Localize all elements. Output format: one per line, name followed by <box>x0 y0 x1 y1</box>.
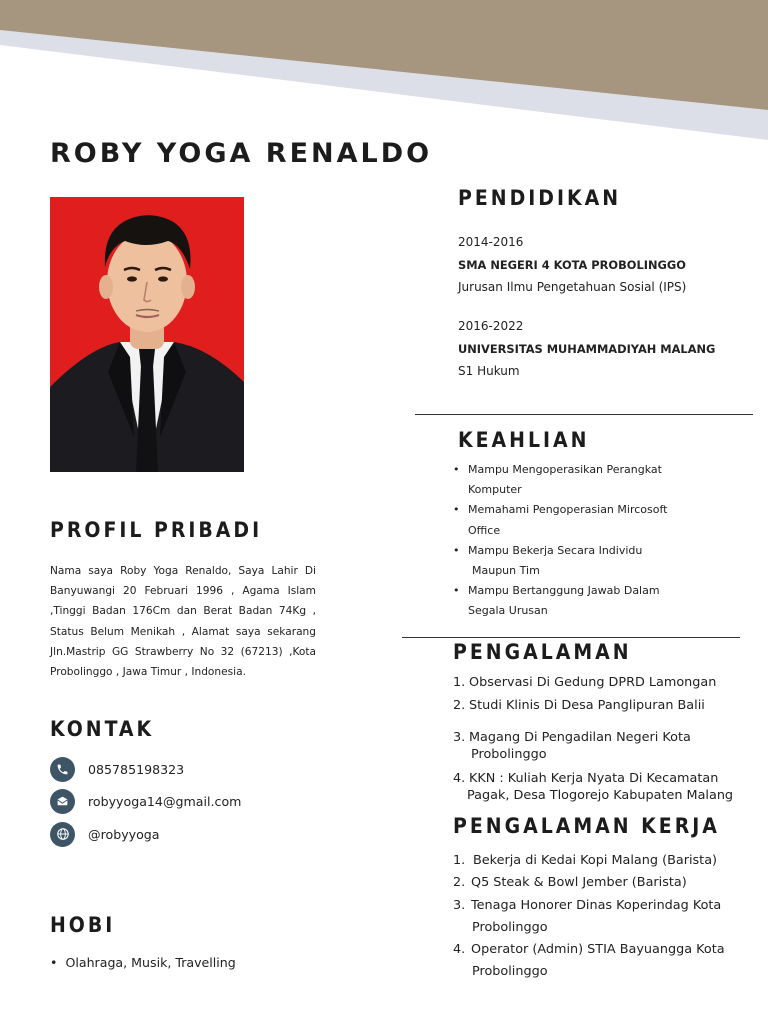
bullet: • <box>453 503 460 517</box>
experience-section-title: PENGALAMAN <box>453 640 632 664</box>
profile-description: Nama saya Roby Yoga Renaldo, Saya Lahir Di Banyuwangi 20 Februari 1996 , Agama Islam ,Tinggi Badan 176Cm dan Berat Badan 74Kg , Status Belum Menikah , Alamat saya sekarang Jln.Mastrip GG Strawberry No 32 (67213) ,Kota Probolinggo , Jawa Timur , Indonesia. <box>50 565 316 679</box>
education-entry <box>458 231 686 299</box>
list-item: 3. Tenaga Honorer Dinas Koperindag Kota Probolinggo <box>453 898 722 935</box>
section-divider <box>402 637 740 638</box>
list-item: • Mampu Bekerja Secara Individu Maupun Tim <box>453 541 753 581</box>
work-list <box>453 851 725 983</box>
list-item: • Mampu Bertanggung Jawab Dalam Segala Urusan <box>453 581 753 621</box>
experience-list <box>453 673 733 804</box>
bullet: • <box>453 463 460 476</box>
email-address[interactable]: robyyoga14@gmail.com <box>88 793 242 809</box>
education-years: 2014-2016 <box>458 235 524 249</box>
portrait-illustration <box>50 197 244 472</box>
bullet: • <box>453 543 460 557</box>
bullet: • <box>453 584 460 598</box>
education-school: SMA NEGERI 4 KOTA PROBOLINGGO <box>458 257 686 272</box>
hobby-item: • Olahraga, Musik, Travelling <box>50 955 236 970</box>
skills-list <box>453 460 753 622</box>
list-item: 2. Q5 Steak & Bowl Jember (Barista) <box>453 875 687 890</box>
education-school: UNIVERSITAS MUHAMMADIYAH MALANG <box>458 341 716 356</box>
list-item: 4. Operator (Admin) STIA Bayuangga Kota Probolinggo <box>453 942 725 979</box>
hobby-section-title: HOBI <box>50 913 116 937</box>
education-detail: Jurusan Ilmu Pengetahuan Sosial (IPS) <box>458 280 687 294</box>
list-item: 4. KKN : Kuliah Kerja Nyata Di Kecamatan Pagak, Desa Tlogorejo Kabupaten Malang <box>453 771 734 803</box>
list-item: 3. Magang Di Pengadilan Negeri Kota Probolinggo <box>453 730 691 762</box>
header-banner <box>0 0 768 150</box>
envelope-icon <box>50 789 75 814</box>
profile-section-title: PROFIL PRIBADI <box>50 518 263 542</box>
contact-email <box>50 789 241 813</box>
section-divider <box>415 414 753 415</box>
list-item: • Mampu Mengoperasikan Perangkat Komputer <box>453 460 753 500</box>
contact-section-title: KONTAK <box>50 717 155 741</box>
list-item: • Memahami Pengoperasian Mircosoft Office <box>453 500 753 540</box>
contact-social <box>50 822 160 846</box>
education-detail: S1 Hukum <box>458 364 520 378</box>
work-section-title: PENGALAMAN KERJA <box>453 814 720 838</box>
person-name: ROBY YOGA RENALDO <box>50 138 433 169</box>
bullet: • <box>50 955 66 970</box>
skills-section-title: KEAHLIAN <box>458 428 590 452</box>
list-item: 1. Bekerja di Kedai Kopi Malang (Barista) <box>453 853 718 868</box>
profile-photo <box>50 197 244 472</box>
phone-number[interactable]: 085785198323 <box>88 761 185 777</box>
phone-icon <box>50 757 75 782</box>
contact-phone <box>50 757 184 781</box>
list-item: 2. Studi Klinis Di Desa Panglipuran Balii <box>453 698 705 713</box>
list-item: 1. Observasi Di Gedung DPRD Lamongan <box>453 675 717 690</box>
globe-icon <box>50 822 75 847</box>
education-years: 2016-2022 <box>458 319 524 333</box>
education-section-title: PENDIDIKAN <box>458 186 622 210</box>
social-handle[interactable]: @robyyoga <box>88 826 160 842</box>
education-entry <box>458 315 715 383</box>
